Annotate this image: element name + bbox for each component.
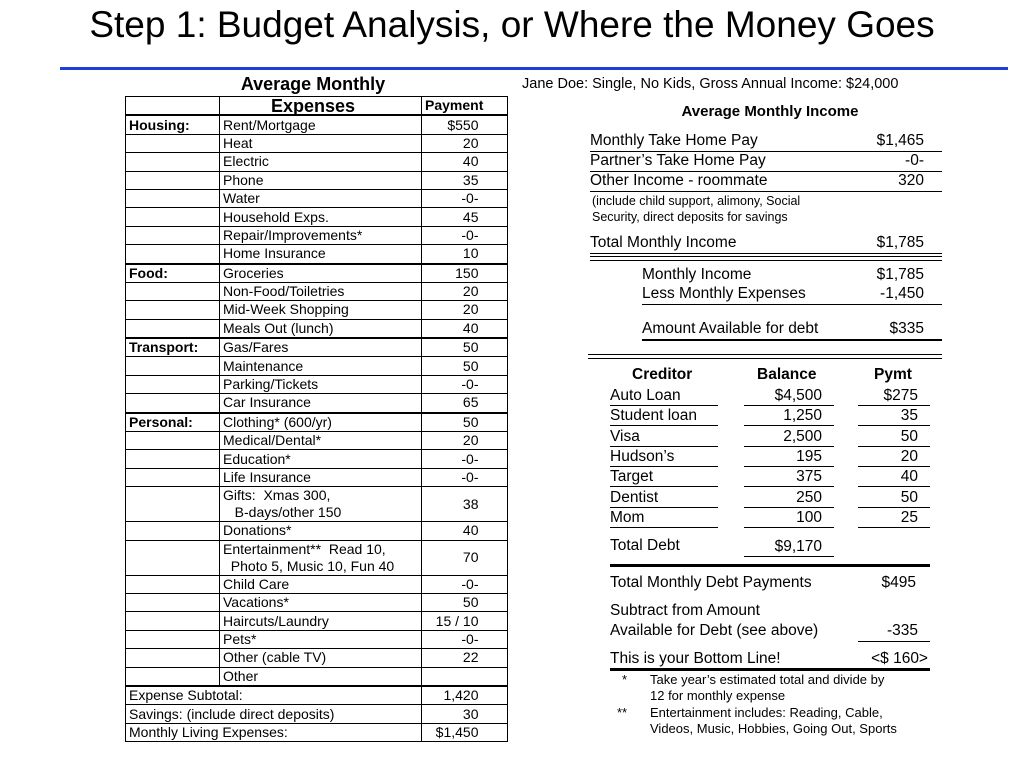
- expense-item: [220, 357, 422, 375]
- expense-amount: [422, 189, 508, 207]
- expense-amount-value: 20: [462, 432, 479, 449]
- debt-balance-value: 375: [796, 468, 822, 486]
- expense-item: [220, 394, 422, 413]
- total-income-label: Total Monthly Income: [590, 234, 737, 251]
- expense-item-label: Haircuts/Laundry: [223, 612, 329, 629]
- expense-total-value: 30: [462, 705, 479, 722]
- income-note: [592, 193, 800, 225]
- expense-amount: [422, 282, 508, 300]
- debt-balance: [744, 427, 834, 447]
- footnote-1-line1: Take year’s estimated total and divide by: [650, 672, 885, 687]
- debt-creditor: Mom: [610, 508, 718, 528]
- expense-category: [126, 593, 220, 611]
- take-home-row: [590, 132, 942, 152]
- debt-balance-value: 2,500: [783, 427, 822, 445]
- debt-balance: [744, 386, 834, 406]
- expense-item-label: Phone: [223, 171, 264, 188]
- expense-amount-value: 20: [462, 283, 479, 300]
- debt-payment: [858, 508, 930, 528]
- expense-amount: [422, 575, 508, 593]
- debt-balance: [744, 508, 834, 528]
- expense-row: [126, 413, 508, 432]
- expense-amount: [422, 413, 508, 432]
- expense-amount-value: 50: [462, 339, 479, 356]
- expense-category: Transport:: [126, 338, 220, 357]
- expense-category: [126, 450, 220, 468]
- expense-item: [220, 319, 422, 338]
- expense-item: [220, 450, 422, 468]
- header-blank-1: [126, 97, 220, 116]
- expense-amount-value: 35: [462, 171, 479, 188]
- expense-item-label: Maintenance: [223, 357, 304, 374]
- footnote-1-line2: 12 for monthly expense: [650, 688, 786, 703]
- bottom-thick-rule: [610, 668, 930, 671]
- expense-item-label-line2: B-days/other 150: [223, 504, 342, 521]
- expense-amount: [422, 375, 508, 393]
- debt-creditor: Visa: [610, 427, 718, 447]
- expense-amount: [422, 450, 508, 468]
- expense-amount: [422, 630, 508, 648]
- expense-total-amount: [422, 723, 508, 741]
- footnote-2: [650, 705, 897, 737]
- expense-amount-value: 22: [462, 649, 479, 666]
- expense-amount-value: 70: [462, 549, 479, 566]
- expense-row: [126, 522, 508, 540]
- debt-payment-value: 20: [900, 447, 918, 465]
- expense-amount: [422, 468, 508, 486]
- total-debt-value: $9,170: [744, 537, 834, 557]
- expense-item: [220, 301, 422, 319]
- expense-amount-value: 50: [462, 413, 479, 430]
- expense-total-amount: [422, 686, 508, 705]
- expense-row: [126, 208, 508, 226]
- other-income-value: 320: [898, 172, 924, 189]
- monthly-payments-value: $495: [881, 574, 916, 591]
- expense-row: [126, 468, 508, 486]
- expense-row: [126, 432, 508, 450]
- less-expenses-label: Less Monthly Expenses: [642, 285, 806, 302]
- expense-row: [126, 487, 508, 522]
- expense-item-label: Gas/Fares: [223, 339, 289, 356]
- expense-item-label: Pets*: [223, 630, 257, 647]
- expense-amount-value: 50: [462, 357, 479, 374]
- expense-amount-value: 40: [462, 153, 479, 170]
- expense-item: [220, 208, 422, 226]
- expense-item-label: Repair/Improvements*: [223, 226, 363, 243]
- expense-item: [220, 432, 422, 450]
- expense-item: [220, 338, 422, 357]
- expense-category: [126, 319, 220, 338]
- expense-total-row: [126, 705, 508, 723]
- expense-row: [126, 319, 508, 338]
- other-income-row: [590, 172, 942, 192]
- expense-item-label: Car Insurance: [223, 394, 311, 411]
- take-home-value: $1,465: [876, 132, 924, 149]
- expense-row: [126, 301, 508, 319]
- page-title: Step 1: Budget Analysis, or Where the Money Goes: [89, 4, 935, 45]
- income-title: Average Monthly Income: [681, 103, 859, 120]
- expense-item: [220, 226, 422, 244]
- expense-item-label: Mid-Week Shopping: [223, 301, 349, 318]
- expense-item-label: Rent/Mortgage: [223, 116, 316, 133]
- expense-category: [126, 282, 220, 300]
- expense-amount-value: 65: [462, 394, 479, 411]
- expense-category: [126, 649, 220, 667]
- person-summary: Jane Doe: Single, No Kids, Gross Annual Income: $24,000: [522, 76, 899, 92]
- debt-payment: [858, 447, 930, 467]
- expense-item: [220, 171, 422, 189]
- debt-creditor: Auto Loan: [610, 386, 718, 406]
- expense-amount: [422, 612, 508, 630]
- subtract-line1: Subtract from Amount: [610, 602, 760, 619]
- expense-item-label: Non-Food/Toiletries: [223, 283, 345, 300]
- creditor-header: Creditor: [632, 366, 693, 383]
- expense-row: [126, 612, 508, 630]
- available-label: Amount Available for debt: [642, 320, 819, 337]
- expense-item: [220, 115, 422, 134]
- expense-item-label: Home Insurance: [223, 245, 326, 262]
- expense-item-label: Parking/Tickets: [223, 376, 319, 393]
- expense-amount: [422, 522, 508, 540]
- expense-item: [220, 153, 422, 171]
- expense-row: [126, 245, 508, 264]
- expense-item-label: Medical/Dental*: [223, 432, 322, 449]
- debt-payment: [858, 386, 930, 406]
- expense-item-label: Groceries: [223, 264, 284, 281]
- debt-payment-value: 35: [900, 407, 918, 425]
- expense-category: [126, 357, 220, 375]
- total-debt-label: Total Debt: [610, 537, 680, 554]
- expense-item-label: Other: [223, 667, 259, 684]
- debt-payment-value: 50: [900, 488, 918, 506]
- expense-item: [220, 649, 422, 667]
- expense-total-label: Monthly Living Expenses:: [126, 723, 422, 741]
- expense-total-value: $1,450: [435, 723, 479, 740]
- take-home-label: Monthly Take Home Pay: [590, 132, 758, 149]
- expense-amount: [422, 171, 508, 189]
- expense-item: [220, 245, 422, 264]
- debt-balance: [744, 447, 834, 467]
- debt-payment: [858, 427, 930, 447]
- debt-payment: [858, 467, 930, 487]
- expense-item: [220, 264, 422, 283]
- footnote-2-mark: **: [617, 705, 628, 720]
- expense-category: [126, 468, 220, 486]
- expense-row: [126, 667, 508, 686]
- expense-category: [126, 394, 220, 413]
- expense-amount-value: 38: [462, 495, 479, 512]
- expense-category: [126, 432, 220, 450]
- partner-value: -0-: [905, 152, 924, 169]
- monthly-income-row: [642, 266, 942, 285]
- expense-total-row: [126, 686, 508, 705]
- less-expenses-value: -1,450: [880, 285, 924, 302]
- expense-item: [220, 487, 422, 522]
- expense-category: [126, 522, 220, 540]
- expense-row: [126, 171, 508, 189]
- total-income-row: [590, 234, 942, 254]
- expense-amount-value: -0-: [461, 450, 479, 467]
- expense-item-label: Other (cable TV): [223, 649, 327, 666]
- expense-amount-value: $550: [447, 116, 479, 133]
- expense-item: [220, 540, 422, 575]
- bottom-line-row: [610, 650, 930, 670]
- debt-balance-value: 100: [796, 508, 822, 526]
- debt-creditor: Hudson’s: [610, 447, 718, 467]
- debt-payment-value: 40: [900, 468, 918, 486]
- expense-row: [126, 593, 508, 611]
- expense-amount: [422, 208, 508, 226]
- expense-item: [220, 593, 422, 611]
- expense-category: [126, 226, 220, 244]
- expense-category: [126, 630, 220, 648]
- footnote-1-mark: *: [622, 672, 628, 687]
- expenses-title: Average Monthly Expenses: [240, 74, 386, 116]
- balance-header: Balance: [757, 366, 817, 383]
- expense-amount-value: 45: [462, 208, 479, 225]
- expense-amount-value: 10: [462, 245, 479, 262]
- expense-amount: [422, 394, 508, 413]
- debt-balance-value: 250: [796, 488, 822, 506]
- expense-total-amount: [422, 705, 508, 723]
- expense-item-label: Clothing* (600/yr): [223, 413, 332, 430]
- expense-amount-value: -0-: [461, 226, 479, 243]
- expense-item: [220, 134, 422, 152]
- expense-amount: [422, 264, 508, 283]
- income-note-line1: (include child support, alimony, Social: [592, 194, 801, 208]
- expense-item: [220, 630, 422, 648]
- expense-item-label: Household Exps.: [223, 208, 329, 225]
- monthly-payments-label: Total Monthly Debt Payments: [610, 574, 812, 591]
- monthly-income-label: Monthly Income: [642, 266, 752, 283]
- debt-payment: [858, 406, 930, 426]
- expense-item-label: Heat: [223, 134, 253, 151]
- total-income-value: $1,785: [876, 234, 924, 251]
- expense-category: [126, 189, 220, 207]
- pymt-header: Pymt: [874, 366, 912, 383]
- expense-category: Housing:: [126, 115, 220, 134]
- expense-amount: [422, 226, 508, 244]
- expense-amount: [422, 667, 508, 686]
- expense-row: [126, 226, 508, 244]
- expense-row: [126, 540, 508, 575]
- partner-row: [590, 152, 942, 172]
- expense-category: [126, 153, 220, 171]
- expense-category: Personal:: [126, 413, 220, 432]
- debt-balance-value: 1,250: [783, 407, 822, 425]
- subtract-line2: Available for Debt (see above): [610, 622, 819, 639]
- expense-row: [126, 134, 508, 152]
- debt-creditor: Student loan: [610, 406, 718, 426]
- expense-row: [126, 264, 508, 283]
- expense-amount: [422, 319, 508, 338]
- expense-category: [126, 208, 220, 226]
- expense-amount: [422, 134, 508, 152]
- partner-label: Partner’s Take Home Pay: [590, 152, 766, 169]
- expense-item: [220, 468, 422, 486]
- available-row: [642, 320, 942, 341]
- expense-item: [220, 575, 422, 593]
- monthly-income-value: $1,785: [876, 266, 924, 283]
- expense-amount-value: -0-: [461, 630, 479, 647]
- debt-payment-value: 50: [900, 427, 918, 445]
- expense-item-label: Meals Out (lunch): [223, 319, 334, 336]
- expense-row: [126, 115, 508, 134]
- header-blank-2: [220, 97, 422, 116]
- expense-category: Food:: [126, 264, 220, 283]
- footnote-2-line1: Entertainment includes: Reading, Cable,: [650, 705, 883, 720]
- expense-amount-value: 40: [462, 319, 479, 336]
- subtract-value: -335: [858, 622, 930, 642]
- expense-item: [220, 612, 422, 630]
- expense-total-label: Savings: (include direct deposits): [126, 705, 422, 723]
- expense-amount-value: 150: [455, 264, 479, 281]
- expense-amount-value: -0-: [461, 575, 479, 592]
- debt-balance: [744, 488, 834, 508]
- title-divider: [60, 67, 1008, 70]
- expense-row: [126, 189, 508, 207]
- expense-item-label: Electric: [223, 153, 269, 170]
- expense-amount: [422, 153, 508, 171]
- expense-item: [220, 375, 422, 393]
- expense-amount: [422, 649, 508, 667]
- expense-item-label: Vacations*: [223, 594, 289, 611]
- expense-amount-value: -0-: [461, 190, 479, 207]
- expense-category: [126, 487, 220, 522]
- expense-amount-value: -0-: [461, 469, 479, 485]
- expense-amount: [422, 115, 508, 134]
- expense-total-value: 1,420: [443, 687, 479, 704]
- expense-total-label: Expense Subtotal:: [126, 686, 422, 705]
- expense-category: [126, 171, 220, 189]
- expense-amount: [422, 357, 508, 375]
- debt-payment-value: 25: [900, 508, 918, 526]
- expense-row: [126, 394, 508, 413]
- expense-row: [126, 575, 508, 593]
- expense-category: [126, 375, 220, 393]
- expense-item-label: Entertainment** Read 10,: [223, 540, 386, 557]
- expense-amount: [422, 432, 508, 450]
- expense-item-label: Education*: [223, 450, 291, 467]
- expense-item: [220, 189, 422, 207]
- expense-item: [220, 522, 422, 540]
- debt-payment: [858, 488, 930, 508]
- expense-amount: [422, 593, 508, 611]
- expense-amount-value: 40: [462, 522, 479, 539]
- debt-balance-value: 195: [796, 447, 822, 465]
- expense-category: [126, 301, 220, 319]
- section-double-rule: [588, 354, 942, 359]
- expense-row: [126, 282, 508, 300]
- expenses-header-row: [126, 97, 508, 116]
- expense-amount: [422, 245, 508, 264]
- expense-item-label: Life Insurance: [223, 469, 311, 485]
- expense-row: [126, 357, 508, 375]
- other-income-label: Other Income - roommate: [590, 172, 768, 189]
- expense-row: [126, 450, 508, 468]
- available-value: $335: [889, 320, 924, 337]
- income-double-rule: [590, 256, 942, 261]
- expense-item-label: Water: [223, 190, 260, 207]
- expenses-table: [125, 96, 508, 742]
- debt-balance: [744, 467, 834, 487]
- expense-amount: [422, 301, 508, 319]
- footnote-2-line2: Videos, Music, Hobbies, Going Out, Sports: [650, 721, 897, 736]
- less-expenses-row: [642, 285, 942, 305]
- bottom-line-label: This is your Bottom Line!: [610, 650, 781, 667]
- debt-creditor: Target: [610, 467, 718, 487]
- payment-header: Payment: [422, 97, 508, 116]
- expense-item-label-line2: Photo 5, Music 10, Fun 40: [223, 557, 395, 574]
- expense-amount-value: -0-: [461, 376, 479, 393]
- expense-amount-value: 15 / 10: [435, 612, 479, 629]
- expense-category: [126, 134, 220, 152]
- footnote-1: [650, 672, 884, 704]
- bottom-line-value: <$ 160>: [871, 650, 928, 667]
- expense-row: [126, 338, 508, 357]
- expense-item-label: Donations*: [223, 522, 292, 539]
- expense-category: [126, 245, 220, 264]
- debt-thick-rule: [610, 564, 930, 567]
- debt-payment-value: $275: [883, 387, 918, 404]
- expense-category: [126, 612, 220, 630]
- expense-item-label: Child Care: [223, 575, 290, 592]
- expense-amount: [422, 540, 508, 575]
- expense-amount-value: 50: [462, 594, 479, 611]
- expense-item-label: Gifts: Xmas 300,: [223, 487, 331, 504]
- debt-balance: [744, 406, 834, 426]
- expense-category: [126, 667, 220, 686]
- expense-item: [220, 413, 422, 432]
- expense-row: [126, 630, 508, 648]
- debt-creditor: Dentist: [610, 488, 718, 508]
- debt-balance-value: $4,500: [774, 387, 822, 404]
- income-note-line2: Security, direct deposits for savings: [592, 210, 788, 224]
- expense-total-row: [126, 723, 508, 741]
- expense-amount: [422, 487, 508, 522]
- expense-row: [126, 649, 508, 667]
- expense-amount-value: 20: [462, 134, 479, 151]
- expense-amount: [422, 338, 508, 357]
- expense-category: [126, 575, 220, 593]
- expense-item: [220, 282, 422, 300]
- expense-item: [220, 667, 422, 686]
- expense-row: [126, 153, 508, 171]
- expense-amount-value: 20: [462, 301, 479, 318]
- expense-category: [126, 540, 220, 575]
- expense-row: [126, 375, 508, 393]
